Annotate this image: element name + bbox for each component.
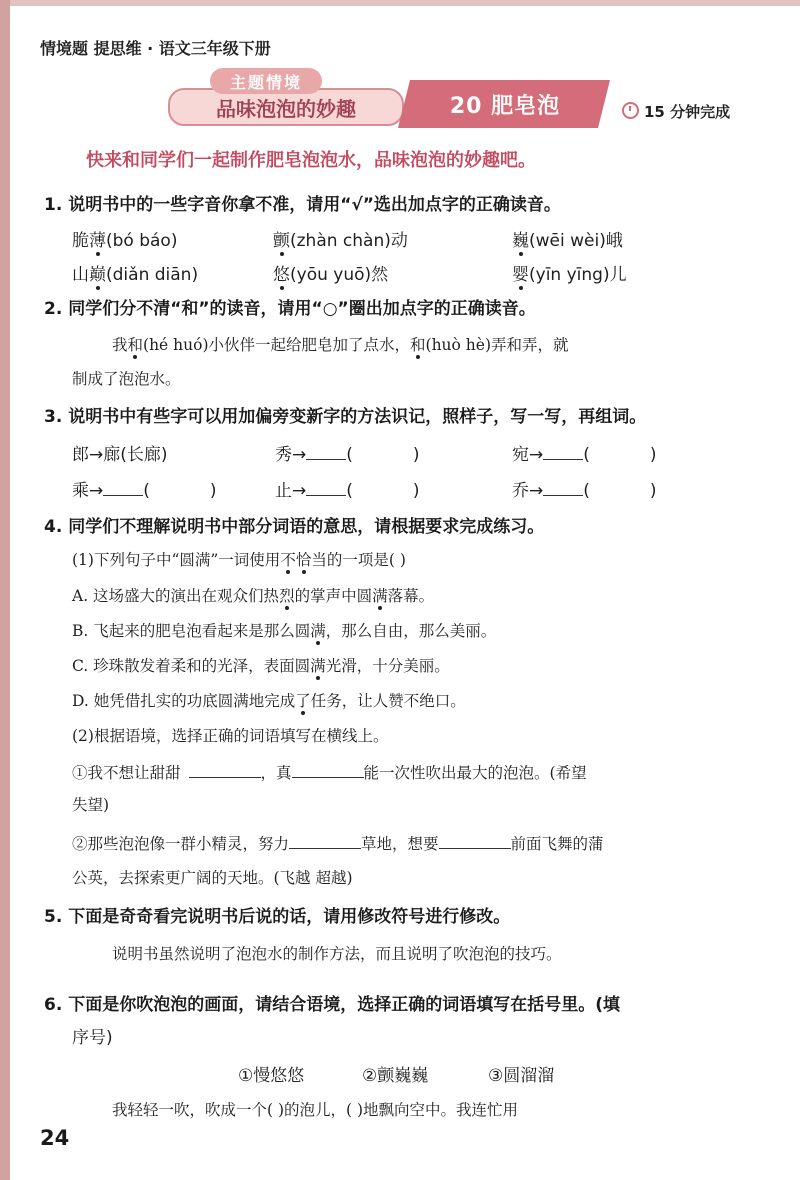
timer-text: 15 分钟完成: [644, 103, 731, 121]
q4-sentence-2-cont: 公英，去探索更广阔的天地。(飞越 超越): [72, 869, 353, 887]
page-number: 24: [40, 1126, 70, 1150]
q1-item-5: 悠(yōu yuō)然: [273, 265, 389, 285]
q2-sentence: 我和(hé huó)小伙伴一起给肥皂加了点水，和(huò hè)弄和弄，就: [112, 336, 569, 354]
answer-blank[interactable]: [306, 479, 346, 496]
q3-item-5: 乔→ ( ): [512, 481, 657, 501]
theme-banner: 品味泡泡的妙趣: [168, 88, 404, 126]
q6-option-1: ①慢悠悠: [238, 1066, 305, 1086]
q4-sub2: (2)根据语境，选择正确的词语填写在横线上。: [72, 727, 389, 745]
q3-item-1: 秀→ ( ): [275, 445, 420, 465]
question-3-title: 3. 说明书中有些字可以用加偏旁变新字的方法识记，照样子，写一写，再组词。: [44, 407, 647, 427]
q3-example: 郎→廊(长廊): [72, 445, 168, 465]
lesson-title: 20 肥皂泡: [449, 93, 561, 119]
q4-option-d: D. 她凭借扎实的功底圆满地完成了任务，让人赞不绝口。: [72, 692, 466, 710]
answer-blank[interactable]: [543, 443, 583, 460]
q6-sentence: 我轻轻一吹，吹成一个( )的泡儿，( )地飘向空中。我连忙用: [112, 1101, 519, 1119]
question-6-title-cont: 序号): [72, 1028, 113, 1048]
clock-icon: [622, 102, 639, 119]
q1-item-3: 巍(wēi wèi)峨: [512, 231, 623, 251]
q4-sentence-1-cont: 失望): [72, 796, 110, 814]
answer-blank[interactable]: [189, 761, 261, 778]
answer-blank[interactable]: [103, 479, 143, 496]
question-6-title: 6. 下面是你吹泡泡的画面，请结合语境，选择正确的词语填写在括号里。(填: [44, 995, 620, 1015]
q2-sentence-2: 制成了泡泡水。: [72, 370, 181, 388]
intro-text: 快来和同学们一起制作肥皂泡泡水，品味泡泡的妙趣吧。: [86, 150, 536, 171]
question-2-title: 2. 同学们分不清“和”的读音，请用“○”圈出加点字的正确读音。: [44, 299, 536, 319]
answer-blank[interactable]: [306, 443, 346, 460]
q1-item-4: 山巅(diǎn diān): [72, 265, 199, 285]
q4-option-b: B. 飞起来的肥皂泡看起来是那么圆满，那么自由，那么美丽。: [72, 622, 497, 640]
q4-sentence-2: ②那些泡泡像一群小精灵，努力 草地，想要 前面飞舞的蒲: [72, 832, 604, 854]
q6-option-3: ③圆溜溜: [488, 1066, 555, 1086]
q3-item-4: 止→ ( ): [275, 481, 420, 501]
page-edge-left: [0, 0, 10, 1180]
answer-blank[interactable]: [543, 479, 583, 496]
q3-item-2: 宛→ ( ): [512, 445, 657, 465]
q1-item-2: 颤(zhàn chàn)动: [273, 231, 408, 251]
answer-blank[interactable]: [439, 832, 511, 849]
question-5-title: 5. 下面是奇奇看完说明书后说的话，请用修改符号进行修改。: [44, 907, 511, 927]
page-edge-top: [10, 0, 800, 6]
q5-sentence: 说明书虽然说明了泡泡水的制作方法，而且说明了吹泡泡的技巧。: [112, 945, 562, 963]
timer: [622, 101, 730, 122]
series-title: 情境题 提思维 · 语文三年级下册: [40, 39, 271, 58]
q6-option-2: ②颤巍巍: [362, 1066, 429, 1086]
q4-sub1: (1)下列句子中“圆满”一词使用不恰当的一项是( ): [72, 551, 406, 569]
q4-option-c: C. 珍珠散发着柔和的光泽，表面圆满光滑，十分美丽。: [72, 657, 450, 675]
q1-item-6: 婴(yīn yīng)儿: [512, 265, 627, 285]
theme-label: 主题情境: [210, 68, 322, 94]
q3-item-3: 乘→ ( ): [72, 481, 217, 501]
question-4-title: 4. 同学们不理解说明书中部分词语的意思，请根据要求完成练习。: [44, 517, 545, 537]
q4-option-a: A. 这场盛大的演出在观众们热烈的掌声中圆满落幕。: [72, 587, 435, 605]
answer-blank[interactable]: [292, 761, 364, 778]
q1-item-1: 脆薄(bó báo): [72, 231, 178, 251]
answer-blank[interactable]: [289, 832, 361, 849]
q4-sentence-1: ①我不想让甜甜 ，真 能一次性吹出最大的泡泡。(希望: [72, 761, 587, 783]
question-1-title: 1. 说明书中的一些字音你拿不准，请用“√”选出加点字的正确读音。: [44, 195, 561, 215]
